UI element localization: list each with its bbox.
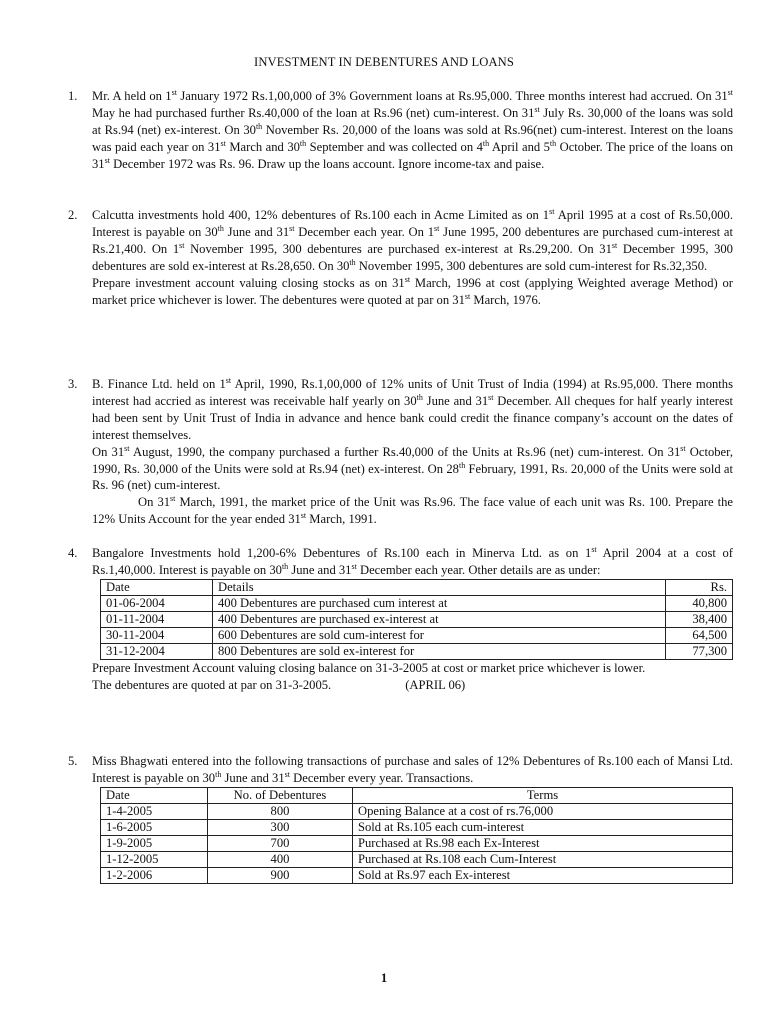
question-text: Miss Bhagwati entered into the following transactions of purchase and sales of 12% Debentures of Rs.100 each of Mansi Ltd. Interest is payable on 30th June and 31st December every year. Transactions. — [92, 754, 733, 785]
question-text: Calcutta investments hold 400, 12% debentures of Rs.100 each in Acme Limited as on 1st April 1995 at a cost of Rs.50,000. Interest is payable on 30th June and 31st December each year. On 1st June 1995, 200 debentures are purchased cum-interest at Rs.21,400. On 1st November 1995, 300 debentures are purchased ex-interest at Rs.29,200. On 31st December 1995, 300 debentures are sold ex-interest at Rs.28,650. On 30th November 1995, 300 debentures are sold cum-interest for Rs.32,350. — [92, 207, 733, 273]
header-amount: Rs. — [666, 579, 733, 595]
header-terms: Terms — [353, 787, 733, 803]
cell-terms: Sold at Rs.105 each cum-interest — [353, 819, 733, 835]
cell-date: 01-06-2004 — [101, 595, 213, 611]
table-row — [101, 803, 733, 819]
header-date: Date — [101, 787, 208, 803]
cell-count: 400 — [208, 851, 353, 867]
cell-date: 1-9-2005 — [101, 835, 208, 851]
transactions-table — [100, 579, 733, 660]
header-count: No. of Debentures — [208, 787, 353, 803]
question-number: 3. — [68, 377, 78, 391]
question-text: B. Finance Ltd. held on 1st April, 1990, Rs.1,00,000 of 12% units of Unit Trust of India (1994) at Rs.95,000. There months interest had accried as interest was receivable half yearly on 30th June and 31st December. All cheques for half yearly interest had been sent by Unit Trust of India in advance and hence bank could credit the finance company’s account on the dates of interest themselves. — [92, 376, 733, 442]
cell-terms: Opening Balance at a cost of rs.76,000 — [353, 803, 733, 819]
table-row — [101, 611, 733, 627]
cell-date: 01-11-2004 — [101, 611, 213, 627]
question-text-2: On 31st August, 1990, the company purchased a further Rs.40,000 of the Units at Rs.96 (net) cum-interest. On 31st October, 1990, Rs. 30,000 of the Units were sold at Rs.94 (net) ex-interest. On 28th February, 1991, Rs. 20,000 of the Units were sold at Rs. 96 (net) cum-interest. — [92, 443, 733, 493]
cell-amount: 77,300 — [666, 643, 733, 659]
question-text: Bangalore Investments hold 1,200-6% Debentures of Rs.100 each in Minerva Ltd. as on 1st April 2004 at a cost of Rs.1,40,000. Interest is payable on 30th June and 31st December each year. Other details are as under: — [92, 545, 733, 577]
question-number: 4. — [68, 546, 78, 560]
question-number: 5. — [68, 754, 78, 768]
cell-date: 30-11-2004 — [101, 627, 213, 643]
question-number: 2. — [68, 208, 78, 222]
document-title: INVESTMENT IN DEBENTURES AND LOANS — [254, 55, 514, 69]
table-row — [101, 851, 733, 867]
cell-terms: Purchased at Rs.98 each Ex-Interest — [353, 835, 733, 851]
question-instruction: Prepare Investment Account valuing closing balance on 31-3-2005 at cost or market price whichever is lower. — [92, 660, 646, 675]
cell-details: 400 Debentures are purchased cum interest at — [213, 595, 666, 611]
table-row — [101, 595, 733, 611]
cell-count: 300 — [208, 819, 353, 835]
page-number: 1 — [380, 971, 388, 985]
cell-date: 1-2-2006 — [101, 867, 208, 883]
cell-date: 31-12-2004 — [101, 643, 213, 659]
table-row — [101, 867, 733, 883]
cell-date: 1-4-2005 — [101, 803, 208, 819]
question-note: The debentures are quoted at par on 31-3-2005. (APRIL 06) — [92, 677, 466, 692]
cell-details: 800 Debentures are sold ex-interest for — [213, 643, 666, 659]
table-row — [101, 835, 733, 851]
cell-count: 700 — [208, 835, 353, 851]
cell-details: 400 Debentures are purchased ex-interest at — [213, 611, 666, 627]
table-header-row — [101, 579, 733, 595]
cell-details: 600 Debentures are sold cum-interest for — [213, 627, 666, 643]
cell-count: 900 — [208, 867, 353, 883]
question-4 — [68, 545, 733, 694]
cell-date: 1-12-2005 — [101, 851, 208, 867]
transactions-table — [100, 787, 733, 884]
table-header-row — [101, 787, 733, 803]
exam-reference: (APRIL 06) — [405, 677, 466, 692]
header-date: Date — [101, 579, 213, 595]
question-number: 1. — [68, 89, 78, 103]
cell-terms: Purchased at Rs.108 each Cum-Interest — [353, 851, 733, 867]
question-text: Mr. A held on 1st January 1972 Rs.1,00,000 of 3% Government loans at Rs.95,000. Three months interest had accrued. On 31st May he had purchased further Rs.40,000 of the loan at Rs.96 (net) cum-interest. On 31st July Rs. 30,000 of the loans was sold at Rs.94 (net) ex-interest. On 30th November Rs. 20,000 of the loans was sold at Rs.96(net) cum-interest. Interest on the loans was paid each year on 31st March and 30th September and was collected on 4th April and 5th October. The price of the loans on 31st December 1972 was Rs. 96. Draw up the loans account. Ignore income-tax and paise. — [92, 88, 733, 171]
header-details: Details — [213, 579, 666, 595]
question-3 — [68, 376, 734, 528]
question-text-3: On 31st March, 1991, the market price of the Unit was Rs.96. The face value of each unit was Rs. 100. Prepare the 12% Units Account for the year ended 31st March, 1991. — [92, 494, 734, 527]
cell-amount: 64,500 — [666, 627, 733, 643]
cell-amount: 38,400 — [666, 611, 733, 627]
cell-amount: 40,800 — [666, 595, 733, 611]
question-5 — [68, 753, 733, 884]
cell-terms: Sold at Rs.97 each Ex-interest — [353, 867, 733, 883]
table-row — [101, 643, 733, 659]
question-1 — [68, 88, 733, 173]
question-instruction: Prepare investment account valuing closing stocks as on 31st March, 1996 at cost (applying Weighted average Method) or market price whichever is lower. The debentures were quoted at par on 31st March, 1976. — [92, 274, 733, 307]
cell-count: 800 — [208, 803, 353, 819]
cell-date: 1-6-2005 — [101, 819, 208, 835]
question-2 — [68, 207, 733, 308]
table-row — [101, 627, 733, 643]
table-row — [101, 819, 733, 835]
